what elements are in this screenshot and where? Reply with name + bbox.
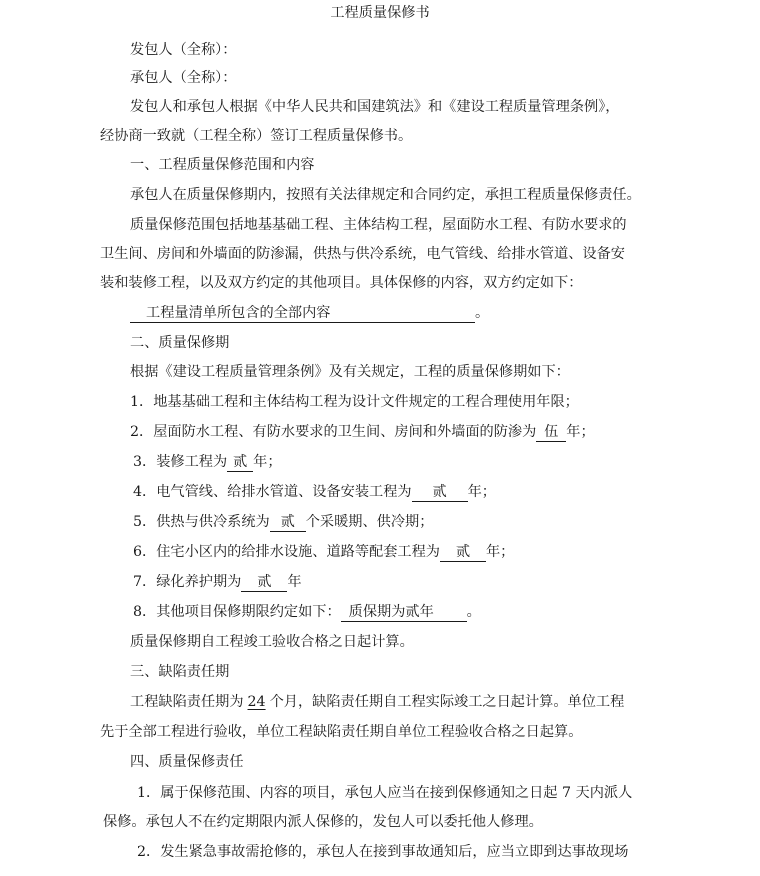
warranty-item-2-unit: 年；	[566, 424, 595, 440]
section-1-para-1: 承包人在质量保修期内，按照有关法律规定和合同约定，承担工程质量保修责任。	[130, 187, 641, 203]
scope-fill-end: 。	[475, 305, 490, 321]
warranty-item-8-text: 8．其他项目保修期限约定如下：	[133, 604, 341, 620]
section-1-para-2-line-3: 装和装修工程，以及双方约定的其他项目。具体保修的内容，双方约定如下：	[100, 275, 583, 291]
section-1-heading: 一、工程质量保修范围和内容	[130, 157, 315, 173]
responsibility-item-1-line-1: 1．属于保修范围、内容的项目，承包人应当在接到保修通知之日起 7 天内派人	[137, 785, 633, 801]
warranty-item-3-value: 贰	[227, 453, 253, 472]
employer-line: 发包人（全称）：	[130, 42, 237, 58]
defect-period-line-2: 先于全部工程进行验收，单位工程缺陷责任期自单位工程验收合格之日起算。	[100, 724, 583, 740]
warranty-item-7-unit: 年	[287, 574, 302, 590]
document-title: 工程质量保修书	[330, 5, 430, 21]
intro-line-1: 发包人和承包人根据《中华人民共和国建筑法》和《建设工程质量管理条例》，	[130, 99, 620, 115]
defect-period-line-1	[130, 692, 624, 712]
section-3-heading: 三、缺陷责任期	[130, 664, 230, 680]
warranty-item-3	[133, 452, 282, 472]
warranty-item-4-unit: 年；	[467, 484, 496, 500]
warranty-item-4-value: 贰	[412, 483, 468, 502]
warranty-item-1: 1．地基基础工程和主体结构工程为设计文件规定的工程合理使用年限；	[130, 394, 579, 410]
warranty-item-2	[130, 422, 595, 442]
responsibility-item-2-line-1: 2．发生紧急事故需抢修的，承包人在接到事故通知后，应当立即到达事故现场	[137, 844, 629, 860]
warranty-item-6	[133, 542, 514, 562]
warranty-item-4-text: 4．电气管线、给排水管道、设备安装工程为	[133, 484, 412, 500]
scope-fill-line	[130, 303, 489, 323]
intro-line-2: 经协商一致就（工程全称）签订工程质量保修书。	[100, 128, 413, 144]
section-2-heading: 二、质量保修期	[130, 335, 230, 351]
section-2-intro: 根据《建设工程质量管理条例》及有关规定，工程的质量保修期如下：	[130, 364, 570, 380]
warranty-item-2-value: 伍	[536, 423, 566, 442]
warranty-item-2-text: 2．屋面防水工程、有防水要求的卫生间、房间和外墙面的防渗为	[130, 424, 537, 440]
warranty-item-3-unit: 年；	[253, 454, 282, 470]
warranty-note: 质量保修期自工程竣工验收合格之日起计算。	[130, 634, 414, 650]
defect-period-rest: 个月，缺陷责任期自工程实际竣工之日起计算。单位工程	[269, 694, 625, 710]
section-1-para-2-line-2: 卫生间、房间和外墙面的防渗漏，供热与供冷系统，电气管线、给排水管道、设备安	[100, 246, 625, 262]
warranty-item-7-value: 贰	[241, 573, 287, 592]
warranty-item-6-unit: 年；	[485, 544, 515, 560]
contractor-line: 承包人（全称）：	[130, 70, 237, 86]
warranty-item-7	[133, 572, 302, 592]
warranty-item-5-text: 5．供热与供冷系统为	[133, 514, 270, 530]
warranty-item-5-unit: 个采暖期、供冷期；	[305, 514, 434, 530]
warranty-item-6-value: 贰	[440, 543, 486, 562]
warranty-item-7-text: 7．绿化养护期为	[133, 574, 242, 590]
warranty-item-4	[133, 482, 496, 502]
defect-period-text: 工程缺陷责任期为	[130, 694, 244, 710]
scope-fill-value: 工程量清单所包含的全部内容	[130, 304, 475, 323]
warranty-item-8	[133, 602, 481, 622]
defect-period-value: 24	[247, 694, 266, 710]
section-1-para-2-line-1: 质量保修范围包括地基基础工程、主体结构工程，屋面防水工程、有防水要求的	[130, 217, 627, 233]
warranty-item-8-end: 。	[466, 604, 481, 620]
warranty-item-5-value: 贰	[270, 513, 306, 532]
section-4-heading: 四、质量保修责任	[130, 754, 244, 770]
responsibility-item-1-line-2: 保修。承包人不在约定期限内派人保修的，发包人可以委托他人修理。	[103, 814, 543, 830]
warranty-item-8-value: 质保期为贰年	[341, 603, 467, 622]
warranty-item-6-text: 6．住宅小区内的给排水设施、道路等配套工程为	[133, 544, 440, 560]
warranty-item-5	[133, 512, 433, 532]
warranty-item-3-text: 3．装修工程为	[133, 454, 228, 470]
